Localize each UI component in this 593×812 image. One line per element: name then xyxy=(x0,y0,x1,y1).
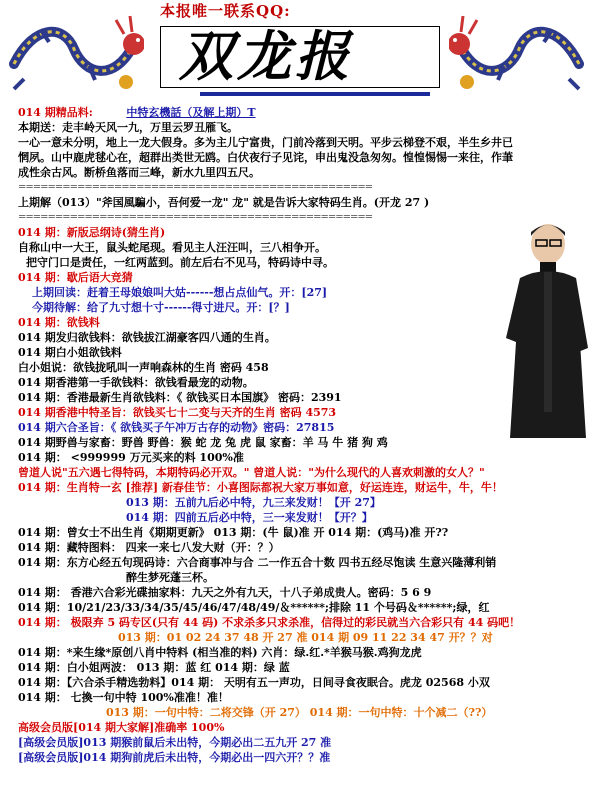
contact-text: 本报唯一联系QQ: xyxy=(160,2,291,20)
text-line: 上期回读：赶着王母娘娘叫大姑------想占点仙气。开：[27] xyxy=(32,286,328,299)
section-label: 014 期精品料: xyxy=(18,106,93,119)
section-heading: 014 期：新版忌纲诗(猜生肖) xyxy=(18,226,166,239)
text-line: 曾道人说"五六遇七得特码，本期特码必开双。" 曾道人说："为什么现代的人喜欢刺激的女人？" xyxy=(18,466,485,479)
text-line: 014 期：10/21/23/33/34/35/45/46/47/48/49/＆******;排除 11 个号码＆******;绿，红 xyxy=(18,601,490,614)
text-line: 本期送：走丰岭天风一九，万里云罗丑雁飞。 xyxy=(18,121,238,134)
separator: ================================================ xyxy=(18,212,373,223)
text-line: 014 期：曾女士不出生肖《期期更新》 013 期：(牛 鼠)准 开 014 期：(鸡马)准 开?? xyxy=(18,526,449,539)
text-line: 014 期：藏特图料： 四来一来七八发大财（开：？） xyxy=(18,541,280,554)
text-line: 013 期：五前九后必中特，九三来发财！【开 27】 xyxy=(126,496,381,509)
text-line: 013 期：01 02 24 37 48 开 27 准 014 期 09 11 22 34 47 开？？对 xyxy=(118,631,493,644)
text-line: 014 期香港第一手欲钱料：欲钱看最宠的动物。 xyxy=(18,376,254,389)
text-line: 自称山中一大王，鼠头蛇尾现。看见主人汪汪叫，三八相争开。 xyxy=(18,241,326,254)
section-heading: 014 期：歇后语大竞猜 xyxy=(18,271,133,284)
text-line: 014 期：【六合杀手精选勃料】014 期： 天明有五一声功，日间寻食夜眠合。虎龙 02568 小双 xyxy=(18,676,490,689)
text-line: 一心一意未分明，地上一龙大假身。多为主儿宁富贵，门前冷落到天明。平步云梯登不艰，半生乡井已 xyxy=(18,136,513,149)
text-line: [高级会员版]013 期猴前鼠后未出特，今期必出二五九开 27 准 xyxy=(18,736,332,749)
text-line: 惘夙。山中鹿虎毬心在，超群出类世无鸥。白伏夜行子见诧，申出鬼没急匆匆。惶惶惕惕一来往，作茟 xyxy=(18,151,513,164)
text-line: 今期待解：给了九寸想十寸------得寸进尺。开：[？] xyxy=(32,301,290,314)
text-line: 014 期： 极限弃 5 码专区(只有 44 码) 不求杀多只求杀准，信得过的彩民就当六合彩只有 44 码吧！ xyxy=(18,616,521,629)
text-line: 014 期：香港最新生肖欲钱料：《 欲钱买日本国旗》 密码：2391 xyxy=(18,391,342,404)
dragon-left-icon xyxy=(4,4,144,104)
text-line: 014 期：白小姐两波： 013 期：蓝 红 014 期：绿 蓝 xyxy=(18,661,290,674)
text-line: 上期解（013）"斧国風騙小，吾何爱一龙" 龙" 就是告诉大家特码生肖。(开龙 27 ) xyxy=(18,196,430,209)
text-line: 白小姐说：欲钱拢吼叫一声响森林的生肖 密码 458 xyxy=(18,361,269,374)
text-line: 014 期： <999999 万元买来的料 100%准 xyxy=(18,451,244,464)
separator: ================================================ xyxy=(18,182,373,193)
text-line: 014 期：东方心经五句现码诗：六合商事冲与合 二一作五合十数 四书五经尽饱读 生意兴隆薄利销 xyxy=(18,556,497,569)
text-line: 014 期发归欲钱料：欲钱拔江湖豪客四八通的生肖。 xyxy=(18,331,276,344)
text-line: 把守门口是责任，一红两蓝到。前左后右不见马，特码诗中寻。 xyxy=(26,256,334,269)
text-line: 014 期六合圣旨：《 欲钱买子午冲万古存的动物》密码：27815 xyxy=(18,421,335,434)
text-line: 014 期：四前五后必中特，三一来发财！【开？】 xyxy=(126,511,373,524)
header xyxy=(0,0,593,110)
dragon-right-icon xyxy=(449,4,589,104)
text-line: 014 期香港中特圣旨：欲钱买七十二变与天齐的生肖 密码 4573 xyxy=(18,406,337,419)
text-line: 014 期： 七換一句中特 100%准准！准！ xyxy=(18,691,229,704)
text-line: [高级会员版]014 期狗前虎后未出特，今期必出一四六开？？准 xyxy=(18,751,331,764)
text-line: 014 期野兽与家畜：野兽 野兽：猴 蛇 龙 兔 虎 鼠 家畜：羊 马 牛 猪 狗 鸡 xyxy=(18,436,388,449)
text-line: 013 期：一句中特：二将交锋（开 27） 014 期：一句中特：十个减二（??） xyxy=(106,706,493,719)
section-heading: 014 期：欲钱料 xyxy=(18,316,100,329)
title-underline xyxy=(200,92,430,96)
text-line: 高级会员版[014 期大家解]准确率 100% xyxy=(18,721,225,734)
text-line: 014 期：*来生缘*原创八肖中特料 (相当准的料) 六肖：绿.红.*羊猴马猴.鸡狗龙虎 xyxy=(18,646,422,659)
text-line: 醉生梦死蓬三杯。 xyxy=(126,571,214,584)
section-link[interactable]: 中特玄機話（及解上期）T xyxy=(126,106,256,119)
text-line: 成性余古风。断桥鱼落而三峰，新水九里四五尺。 xyxy=(18,166,260,179)
text-line: 014 期： 香港六合彩光碟抽家料：九天之外有九天，十八子弟成贵人。密码：5 6 9 xyxy=(18,586,432,599)
content xyxy=(18,106,573,766)
page-title: 双龙报 xyxy=(160,26,440,88)
text-line: 014 期白小姐欲钱料 xyxy=(18,346,122,359)
text-line: 014 期：生肖特一玄 [推荐] 新春佳节：小喜图际都祝大家万事如意，好运连连，财运牛，牛，牛！ xyxy=(18,481,503,494)
